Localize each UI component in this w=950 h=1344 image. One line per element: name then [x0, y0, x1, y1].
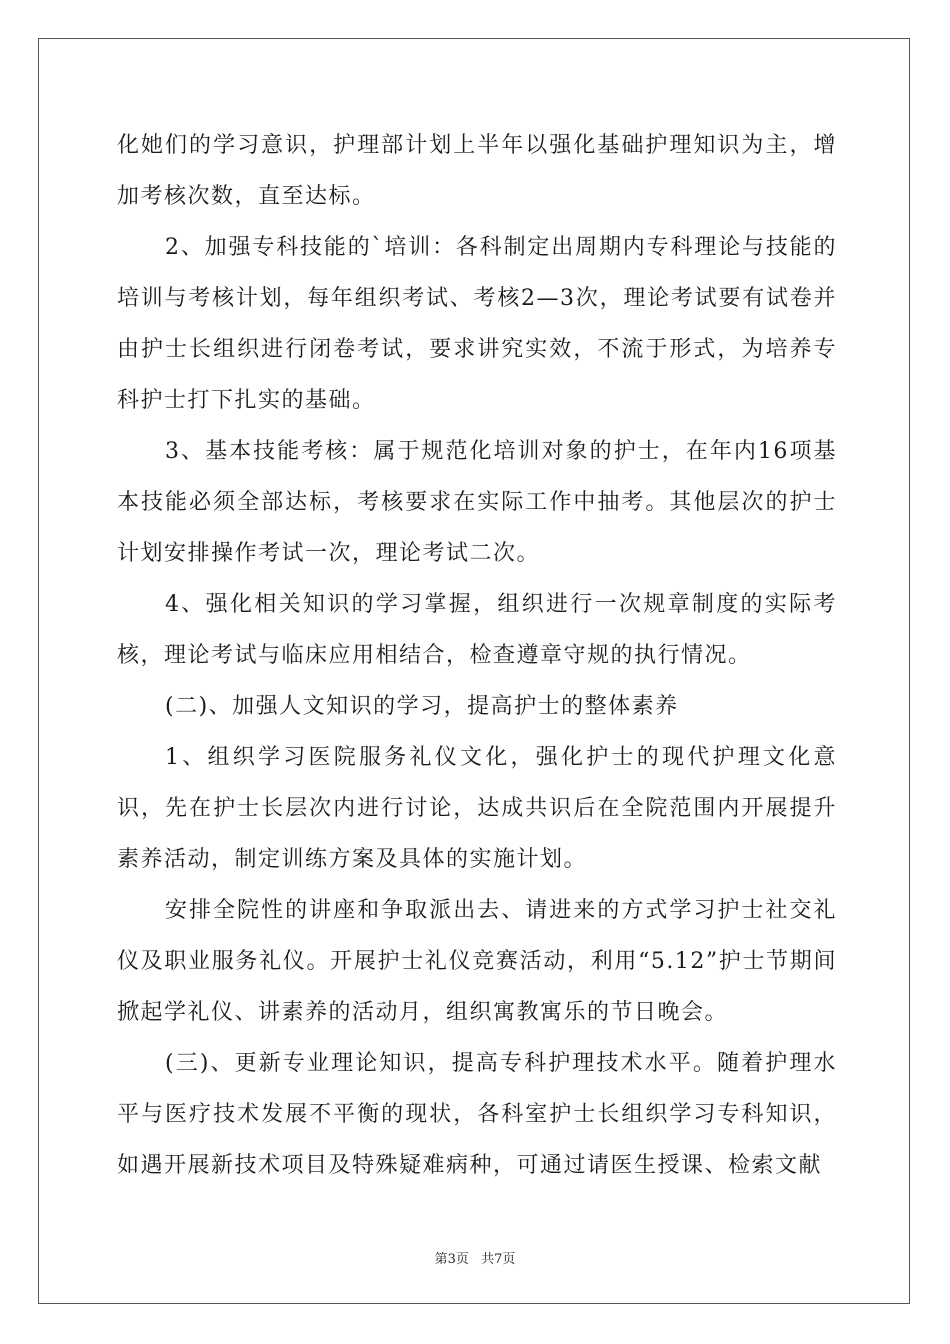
page-number: 第3页 [434, 1252, 469, 1267]
total-pages: 共7页 [481, 1252, 516, 1267]
page-footer [0, 1248, 950, 1267]
paragraph: 2、加强专科技能的`培训：各科制定出周期内专科理论与技能的培训与考核计划，每年组织考试、考核2—3次，理论考试要有试卷并由护士长组织进行闭卷考试，要求讲究实效，不流于形式，为培养专科护士打下扎实的基础。 [117, 235, 837, 413]
paragraph: 4、强化相关知识的学习掌握，组织进行一次规章制度的实际考核，理论考试与临床应用相结合，检查遵章守规的执行情况。 [117, 592, 837, 668]
paragraph: 化她们的学习意识，护理部计划上半年以强化基础护理知识为主，增加考核次数，直至达标。 [117, 133, 837, 209]
paragraph: (三)、更新专业理论知识，提高专科护理技术水平。随着护理水平与医疗技术发展不平衡的现状，各科室护士长组织学习专科知识，如遇开展新技术项目及特殊疑难病种，可通过请医生授课、检索文献 [117, 1051, 837, 1178]
paragraph: 1、组织学习医院服务礼仪文化，强化护士的现代护理文化意识，先在护士长层次内进行讨论，达成共识后在全院范围内开展提升素养活动，制定训练方案及具体的实施计划。 [117, 745, 837, 872]
paragraph: 安排全院性的讲座和争取派出去、请进来的方式学习护士社交礼仪及职业服务礼仪。开展护士礼仪竞赛活动，利用“5.12”护士节期间掀起学礼仪、讲素养的活动月，组织寓教寓乐的节日晚会。 [117, 898, 837, 1025]
section-heading: (二)、加强人文知识的学习，提高护士的整体素养 [165, 694, 679, 719]
document-body [117, 120, 837, 1191]
paragraph: 3、基本技能考核：属于规范化培训对象的护士，在年内16项基本技能必须全部达标，考核要求在实际工作中抽考。其他层次的护士计划安排操作考试一次，理论考试二次。 [117, 439, 837, 566]
